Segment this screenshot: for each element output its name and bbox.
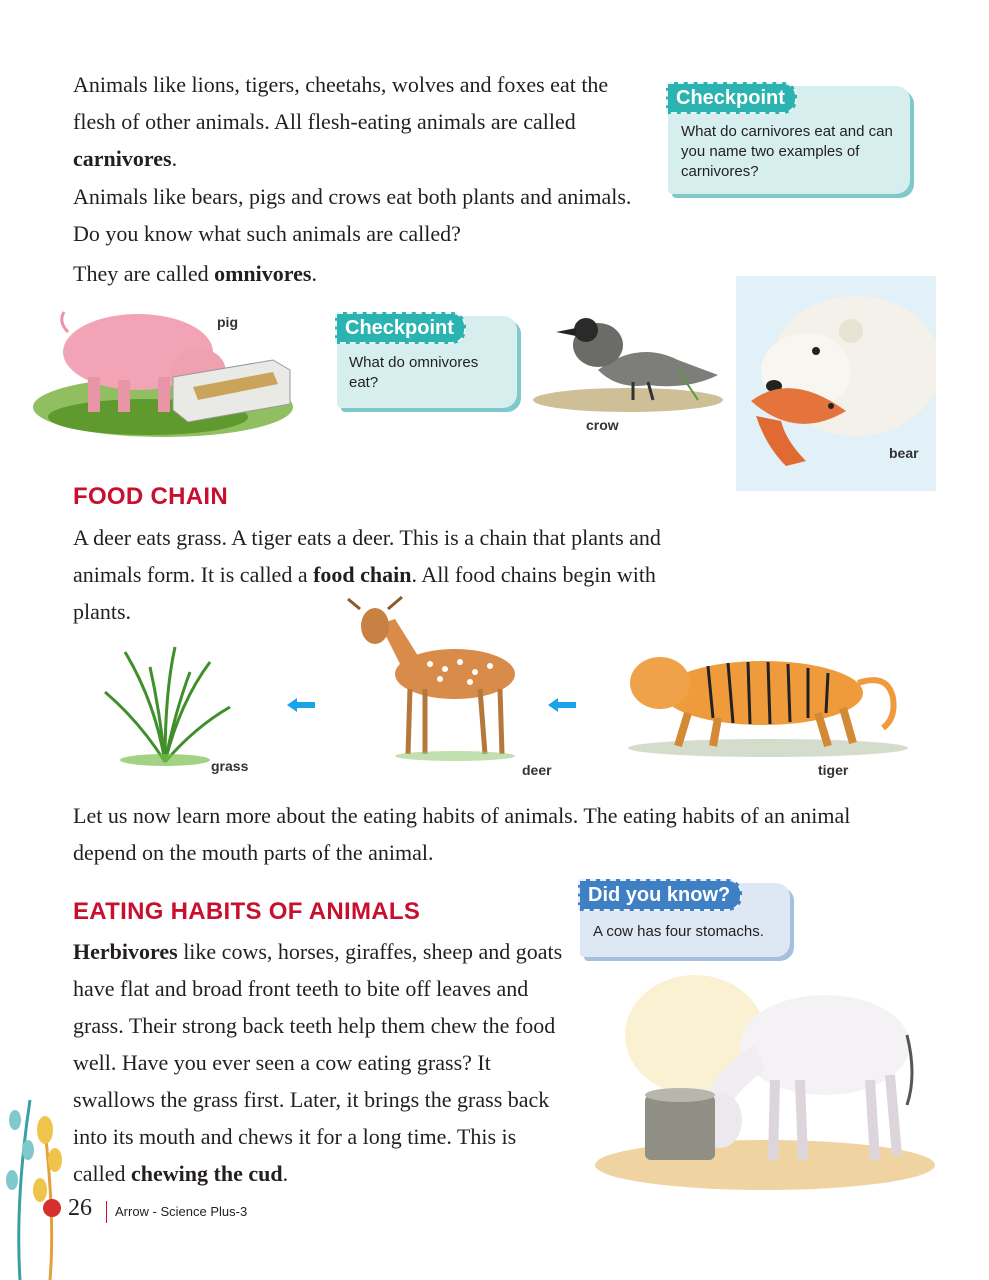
footer-divider: [106, 1201, 107, 1223]
grass-label: grass: [211, 758, 249, 774]
checkpoint-omnivores-title: Checkpoint: [335, 312, 466, 344]
bear-label: bear: [889, 445, 919, 461]
checkpoint-carnivores-text: What do carnivores eat and can you name two examples of carnivores?: [681, 123, 893, 180]
footer-book-title: Arrow - Science Plus-3: [115, 1204, 248, 1219]
deer-label: deer: [522, 762, 552, 778]
pig-illustration: [28, 292, 298, 442]
tiger-label: tiger: [818, 762, 849, 778]
decorative-plant-illustration: [0, 1090, 70, 1280]
arrow-left-icon: [287, 697, 317, 713]
food-chain-term: food chain: [313, 562, 412, 587]
checkpoint-carnivores-title: Checkpoint: [666, 82, 797, 114]
cow-illustration: [585, 955, 945, 1195]
chewing-cud-term: chewing the cud: [131, 1161, 283, 1186]
crow-label: crow: [586, 417, 619, 433]
omnivores-answer-paragraph: [73, 255, 633, 292]
crow-illustration: [528, 300, 728, 415]
herbivores-term: Herbivores: [73, 939, 178, 964]
tiger-illustration: [618, 638, 908, 758]
herbivores-text-end: .: [282, 1161, 289, 1186]
carnivores-end: .: [171, 146, 178, 171]
food-chain-text-end: . All food chains begin with plants.: [73, 562, 656, 624]
food-chain-heading: FOOD CHAIN: [73, 483, 228, 510]
eating-habits-heading: EATING HABITS OF ANIMALS: [73, 898, 421, 925]
arrow-left-icon-2: [548, 697, 578, 713]
carnivores-term: carnivores: [73, 146, 172, 171]
carnivores-text: Animals like lions, tigers, cheetahs, wolves and foxes eat the flesh of other animals. All flesh-eating animals are called: [73, 72, 609, 134]
herbivores-text: like cows, horses, giraffes, sheep and goats have flat and broad front teeth to bite off leaves and grass. Their strong back teeth help them chew the food well. Have you ever seen a cow eating grass? It swallows the grass first. Later, it brings the grass back into its mouth and chews it for a long time. This is called: [73, 939, 563, 1186]
deer-illustration: [330, 594, 530, 764]
transition-paragraph: Let us now learn more about the eating habits of animals. The eating habits of an animal depend on the mouth parts of the animal.: [73, 803, 851, 865]
did-you-know-text: A cow has four stomachs.: [593, 923, 764, 940]
did-you-know-title: Did you know?: [578, 879, 742, 911]
grass-illustration: [95, 642, 235, 767]
omnivores-text: They are called: [73, 261, 215, 286]
omnivores-end: .: [311, 261, 317, 286]
omnivores-question-paragraph: Animals like bears, pigs and crows eat both plants and animals. Do you know what such animals are called?: [73, 184, 632, 246]
herbivores-paragraph: [73, 933, 573, 1192]
pig-label: pig: [217, 314, 238, 330]
page-number: 26: [68, 1195, 92, 1221]
food-chain-text: A deer eats grass. A tiger eats a deer. This is a chain that plants and animals form. It is called a: [73, 525, 661, 587]
carnivores-paragraph: [73, 66, 633, 177]
omnivores-term: omnivores: [214, 261, 312, 286]
checkpoint-omnivores-text: What do omnivores eat?: [349, 354, 479, 391]
